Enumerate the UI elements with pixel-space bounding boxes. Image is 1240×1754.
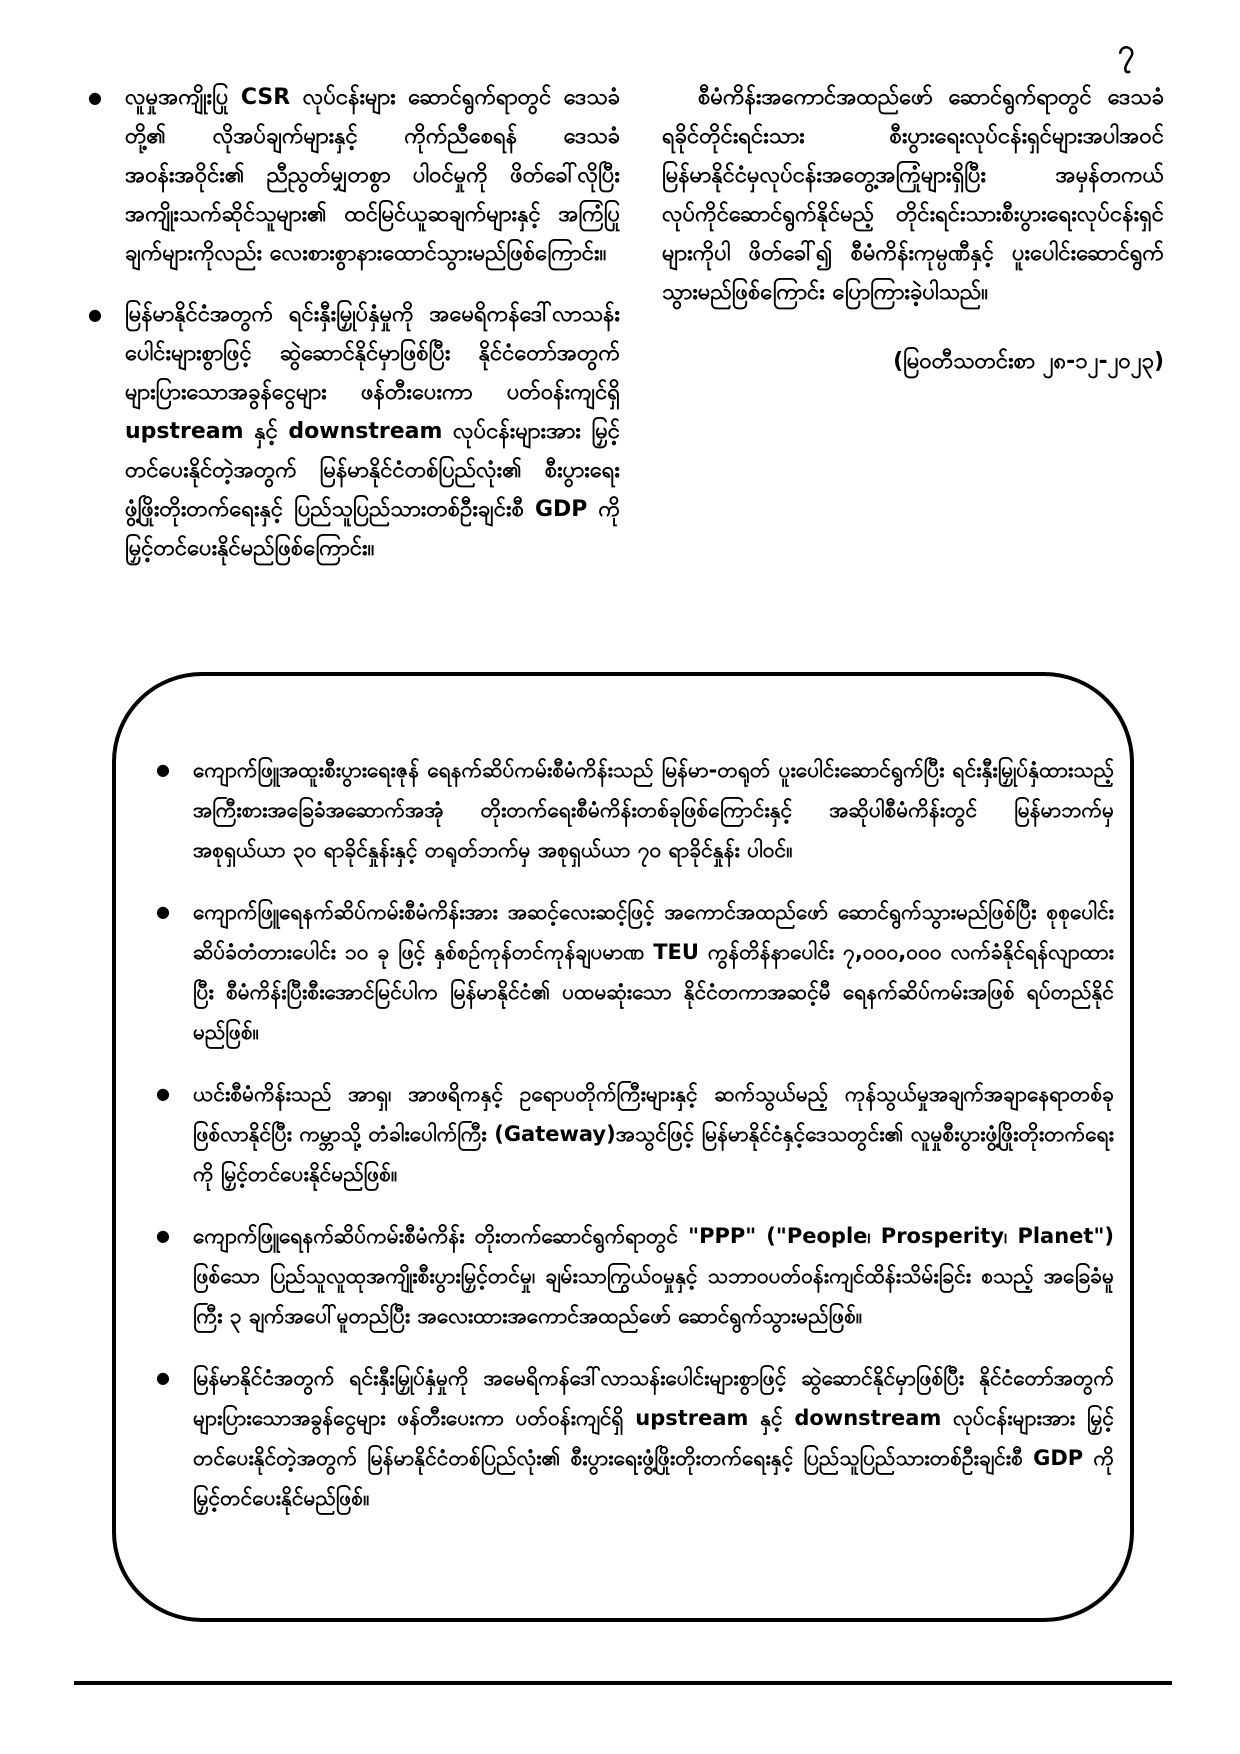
footer-divider [74,1681,1172,1685]
left-bullet-list [80,78,620,568]
list-item: ● ကျောက်ဖြူရေနက်ဆိပ်ကမ်းစီမံကိန်း တိုးတက်ဆောင်ရွက်ရာတွင် "PPP" ("People၊ Prosperity၊ Planet") ဖြစ်သော ပြည်သူလူထုအကျိုးစီးပွားမြှင့်တင်မှု၊ ချမ်းသာကြွယ်ဝမှုနှင့် သဘာဝပတ်ဝန်းကျင်ထိန်းသိမ်းခြင်း စသည့် အခြေခံမူကြီး ၃ ချက်အပေါ်မူတည်ပြီး အလေးထားအကောင်အထည်ဖော် ဆောင်ရွက်သွားမည်ဖြစ်။ [148,1216,1114,1336]
body-paragraph: စီမံကိန်းအကောင်အထည်ဖော် ဆောင်ရွက်ရာတွင် ဒေသခံရခိုင်တိုင်းရင်းသား စီးပွားရေးလုပ်ငန်းရှင်များအပါအဝင် မြန်မာနိုင်ငံမှလုပ်ငန်းအတွေ့အကြုံများရှိပြီး အမှန်တကယ်လုပ်ကိုင်ဆောင်ရွက်နိုင်မည့် တိုင်းရင်းသားစီးပွားရေးလုပ်ငန်းရှင်များကိုပါ ဖိတ်ခေါ်၍ စီမံကိန်းကုမ္ပဏီနှင့် ပူးပေါင်းဆောင်ရွက်သွားမည်ဖြစ်ကြောင်း ပြောကြားခဲ့ပါသည်။ [662,85,1164,305]
list-item: ● လူမှုအကျိုးပြု CSR လုပ်ငန်းများ ဆောင်ရွက်ရာတွင် ဒေသခံတို့၏ လိုအပ်ချက်များနှင့် ကိုက်ညီစေရန် ဒေသခံအဝန်းအဝိုင်း၏ ညီညွတ်မျှတစွာ ပါဝင်မှုကို ဖိတ်ခေါ်လိုပြီး အကျိုးသက်ဆိုင်သူများ၏ ထင်မြင်ယူဆချက်များနှင့် အကြံပြုချက်များကိုလည်း လေးစားစွာနားထောင်သွားမည်ဖြစ်ကြောင်း။ [80,78,620,273]
list-item: ● ယင်းစီမံကိန်းသည် အာရှ၊ အာဖရိကနှင့် ဥရောပတိုက်ကြီးများနှင့် ဆက်သွယ်မည့် ကုန်သွယ်မှုအချက်အချာနေရာတစ်ခုဖြစ်လာနိုင်ပြီး ကမ္ဘာသို့ တံခါးပေါက်ကြီး (Gateway)အသွင်ဖြင့် မြန်မာနိုင်ငံနှင့်ဒေသတွင်း၏ လူမှုစီးပွားဖွံ့ဖြိုးတိုးတက်ရေးကို မြှင့်တင်ပေးနိုင်မည်ဖြစ်။ [148,1074,1114,1194]
list-item: ● မြန်မာနိုင်ငံအတွက် ရင်းနှီးမြှုပ်နှံမှုကို အမေရိကန်ဒေါ်လာသန်းပေါင်းများစွာဖြင့် ဆွဲဆောင်နိုင်မှာဖြစ်ပြီး နိုင်ငံတော်အတွက် များပြားသောအခွန်ငွေများ ဖန်တီးပေးကာ ပတ်ဝန်းကျင်ရှိ upstream နှင့် downstream လုပ်ငန်းများအား မြှင့်တင်ပေးနိုင်တဲ့အတွက် မြန်မာနိုင်ငံတစ်ပြည်လုံး၏ စီးပွားရေးဖွံ့ဖြိုးတိုးတက်ရေးနှင့် ပြည်သူပြည်သားတစ်ဦးချင်းစီ GDP ကို မြှင့်တင်ပေးနိုင်မည်ဖြစ်ကြောင်း။ [80,295,620,568]
list-item: ● ကျောက်ဖြူရေနက်ဆိပ်ကမ်းစီမံကိန်းအား အဆင့်လေးဆင့်ဖြင့် အကောင်အထည်ဖော် ဆောင်ရွက်သွားမည်ဖြစ်ပြီး စုစုပေါင်း ဆိပ်ခံတံတားပေါင်း ၁၀ ခု ဖြင့် နှစ်စဉ်ကုန်တင်ကုန်ချပမာဏ TEU ကွန်တိန်နာပေါင်း ၇,၀၀၀,၀၀၀ လက်ခံနိုင်ရန်လျာထားပြီး စီမံကိန်းပြီးစီးအောင်မြင်ပါက မြန်မာနိုင်ငံ၏ ပထမဆုံးသော နိုင်ငံတကာအဆင့်မီ ရေနက်ဆိပ်ကမ်းအဖြစ် ရပ်တည်နိုင်မည်ဖြစ်။ [148,892,1114,1052]
right-column [662,78,1164,381]
list-item: ● မြန်မာနိုင်ငံအတွက် ရင်းနှီးမြှုပ်နှံမှုကို အမေရိကန်ဒေါ်လာသန်းပေါင်းများစွာဖြင့် ဆွဲဆောင်နိုင်မှာဖြစ်ပြီး နိုင်ငံတော်အတွက် များပြားသောအခွန်ငွေများ ဖန်တီးပေးကာ ပတ်ဝန်းကျင်ရှိ upstream နှင့် downstream လုပ်ငန်းများအား မြှင့်တင်ပေးနိုင်တဲ့အတွက် မြန်မာနိုင်ငံတစ်ပြည်လုံး၏ စီးပွားရေးဖွံ့ဖြိုးတိုးတက်ရေးနှင့် ပြည်သူပြည်သားတစ်ဦးချင်းစီ GDP ကို မြှင့်တင်ပေးနိုင်မည်ဖြစ်။ [148,1358,1114,1518]
summary-bullet-list [148,750,1114,1540]
source-citation: (မြဝတီသတင်းစာ ၂၈-၁၂-၂၀၂၃) [893,349,1164,374]
left-column [80,78,620,590]
list-item: ● ကျောက်ဖြူအထူးစီးပွားရေးဇုန် ရေနက်ဆိပ်ကမ်းစီမံကိန်းသည် မြန်မာ-တရုတ် ပူးပေါင်းဆောင်ရွက်ပြီး ရင်းနှီးမြှုပ်နှံထားသည့် အကြီးစားအခြေခံအဆောက်အအုံ တိုးတက်ရေးစီမံကိန်းတစ်ခုဖြစ်ကြောင်းနှင့် အဆိုပါစီမံကိန်းတွင် မြန်မာဘက်မှ အစုရှယ်ယာ ၃၀ ရာခိုင်နှုန်းနှင့် တရုတ်ဘက်မှ အစုရှယ်ယာ ၇၀ ရာခိုင်နှုန်း ပါဝင်။ [148,750,1114,870]
page-number: ၇ [1118,33,1135,68]
